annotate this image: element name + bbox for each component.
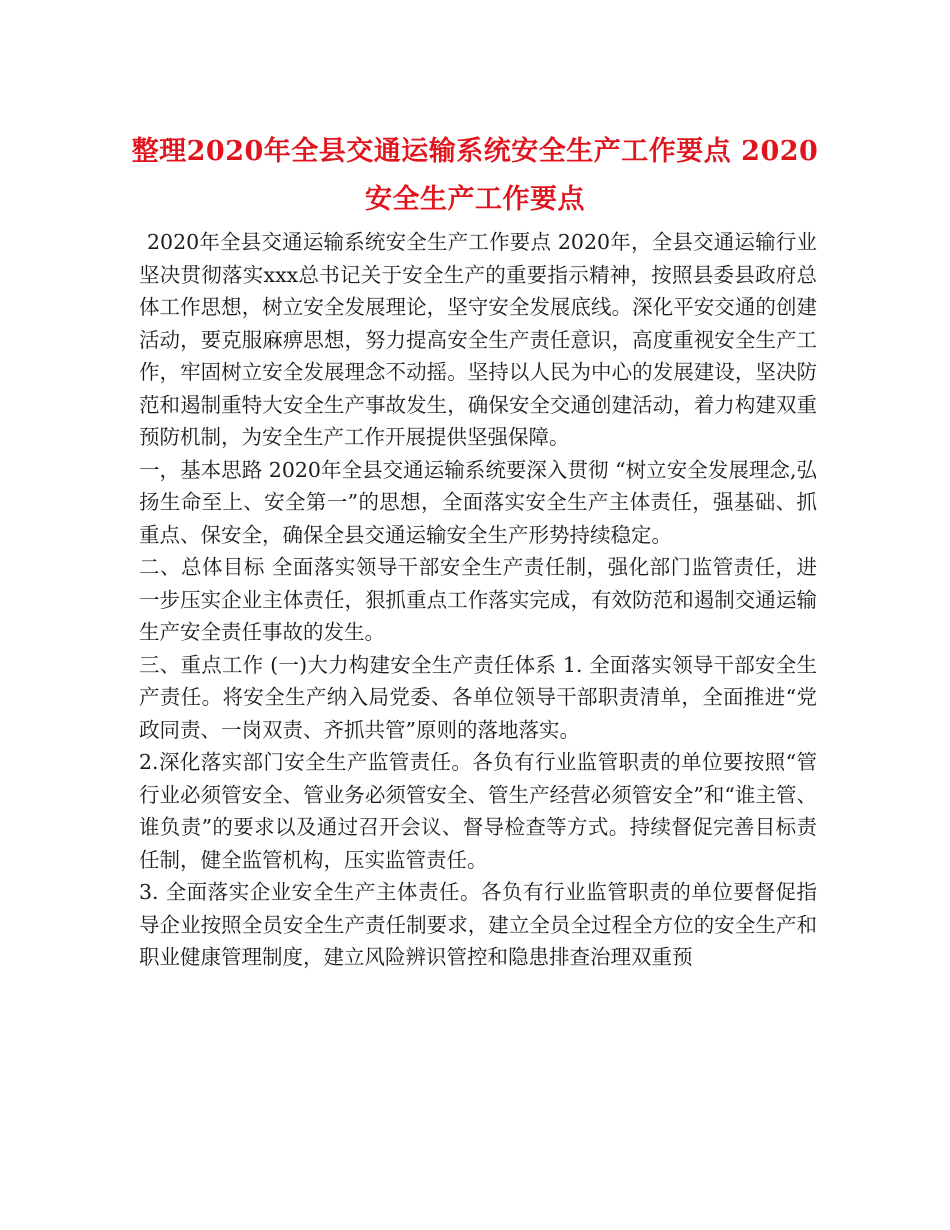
paragraph-intro: 2020年全县交通运输系统安全生产工作要点 2020年，全县交通运输行业坚决贯彻落实xxx总书记关于安全生产的重要指示精神，按照县委县政府总体工作思想，树立安全发展理论，坚守安全发展底线。深化平安交通的创建活动，要克服麻痹思想，努力提高安全生产责任意识，高度重视安全生产工作，牢固树立安全发展理念不动摇。坚持以人民为中心的发展建设，坚决防范和遏制重特大安全生产事故发生，确保安全交通创建活动，着力构建双重预防机制，为安全生产工作开展提供坚强保障。 [139, 230, 817, 449]
paragraph-item-3: 3. 全面落实企业安全生产主体责任。各负有行业监管职责的单位要督促指导企业按照全员安全生产责任制要求，建立全员全过程全方位的安全生产和职业健康管理制度，建立风险辨识管控和隐患排查治理双重预 [139, 880, 817, 969]
paragraph-overall-goal: 二、总体目标 全面落实领导干部安全生产责任制，强化部门监管责任，进一步压实企业主体责任，狠抓重点工作落实完成，有效防范和遏制交通运输生产安全责任事故的发生。 [139, 555, 817, 644]
document-body [139, 226, 817, 974]
paragraph-item-2: 2.深化落实部门安全生产监管责任。各负有行业监管职责的单位要按照“管行业必须管安全、管业务必须管安全、管生产经营必须管安全”和“谁主管、谁负责”的要求以及通过召开会议、督导检查等方式。持续督促完善目标责任制，健全监管机构，压实监管责任。 [139, 750, 817, 872]
document-title: 整理2020年全县交通运输系统安全生产工作要点 2020安全生产工作要点 [131, 136, 819, 215]
paragraph-key-work: 三、重点工作 (一)大力构建安全生产责任体系 1. 全面落实领导干部安全生产责任。将安全生产纳入局党委、各单位领导干部职责清单，全面推进“党政同责、一岗双责、齐抓共管”原则的落地落实。 [139, 652, 817, 742]
paragraph-basic-approach: 一，基本思路 2020年全县交通运输系统要深入贯彻 “树立安全发展理念,弘扬生命至上、安全第一”的思想，全面落实安全生产主体责任，强基础、抓重点、保安全，确保全县交通运输安全生产形势持续稳定。 [139, 457, 817, 547]
